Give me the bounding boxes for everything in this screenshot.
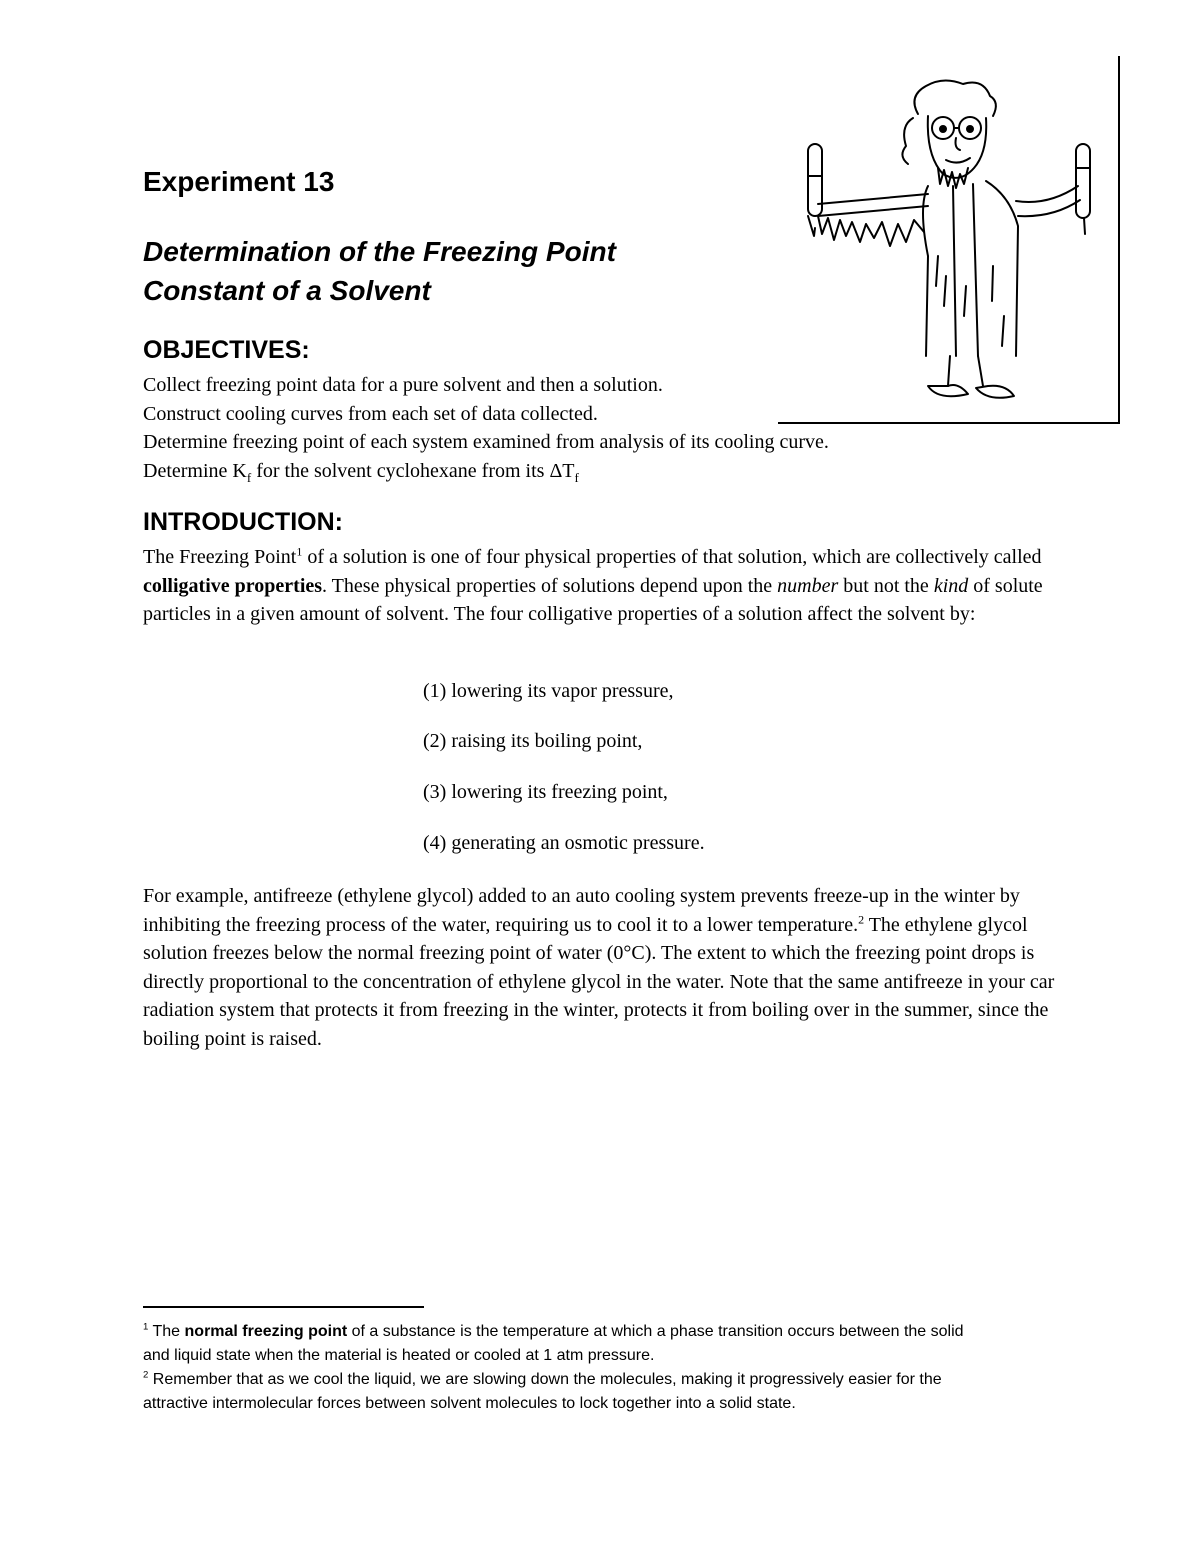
footnote-divider (143, 1306, 424, 1308)
intro-paragraph-1: The Freezing Point$^1$ of a solution is one of four physical properties of that solution, which are collectively called colligative properties. These physical properties of solutions depend upon the number but not the kind of solute particles in a given amount of solvent. The four colligative properties of a solution affect the solvent by: (143, 544, 1043, 625)
colligative-list-item: (2) raising its boiling point, (423, 730, 643, 752)
title-line-1: Determination of the Freezing Point (143, 236, 616, 267)
objective-item: Collect freezing point data for a pure solvent and then a solution. (143, 374, 663, 396)
objectives-list (143, 371, 829, 485)
objective-item: Construct cooling curves from each set of data collected. (143, 402, 598, 425)
footnote-1-cont: and liquid state when the material is heated or cooled at 1 atm pressure. (143, 1347, 655, 1364)
intro-paragraph-2: For example, antifreeze (ethylene glycol) added to an auto cooling system prevents freeze-up in the winter by inhibiting the freezing process of the water, requiring us to cool it to a lower temperature.$^2$ The ethylene glycol solution freezes below the normal freezing point of water (0°C). The extent to which the freezing point drops is directly proportional to the concentration of ethylene glycol in the water. Note that the same antifreeze in your car radiation system that protects it from freezing in the winter, protects it from boiling over in the summer, since the boiling point is raised. (143, 885, 1055, 1050)
document-title (143, 232, 616, 310)
title-line-2: Constant of a Solvent (143, 275, 431, 306)
footnote-1: $^1$ The normal freezing point of a substance is the temperature at which a phase transition occurs between the solid (143, 1321, 964, 1340)
objectives-heading: OBJECTIVES: (143, 336, 310, 364)
objective-item: Determine freezing point of each system examined from analysis of its cooling curve. (143, 431, 829, 453)
colligative-list-item: (3) lowering its freezing point, (423, 781, 668, 803)
scientist-illustration (778, 56, 1120, 424)
footnote-2-cont: attractive intermolecular forces between solvent molecules to lock together into a solid state. (143, 1395, 796, 1412)
experiment-label: Experiment 13 (143, 166, 335, 197)
introduction-heading: INTRODUCTION: (143, 508, 343, 536)
objective-item-kf: Determine $K_f$ for the solvent cyclohexane from its $\Delta T_f$ (143, 459, 579, 485)
colligative-term: colligative properties (143, 574, 323, 597)
footnotes (143, 1320, 1073, 1416)
footnote-2: $^2$ Remember that as we cool the liquid, we are slowing down the molecules, making it progressively easier for the (143, 1369, 942, 1388)
frozen-scientist-drawing (778, 56, 1120, 424)
colligative-list-item: (1) lowering its vapor pressure, (423, 680, 674, 702)
colligative-list-item: (4) generating an osmotic pressure. (423, 832, 705, 854)
